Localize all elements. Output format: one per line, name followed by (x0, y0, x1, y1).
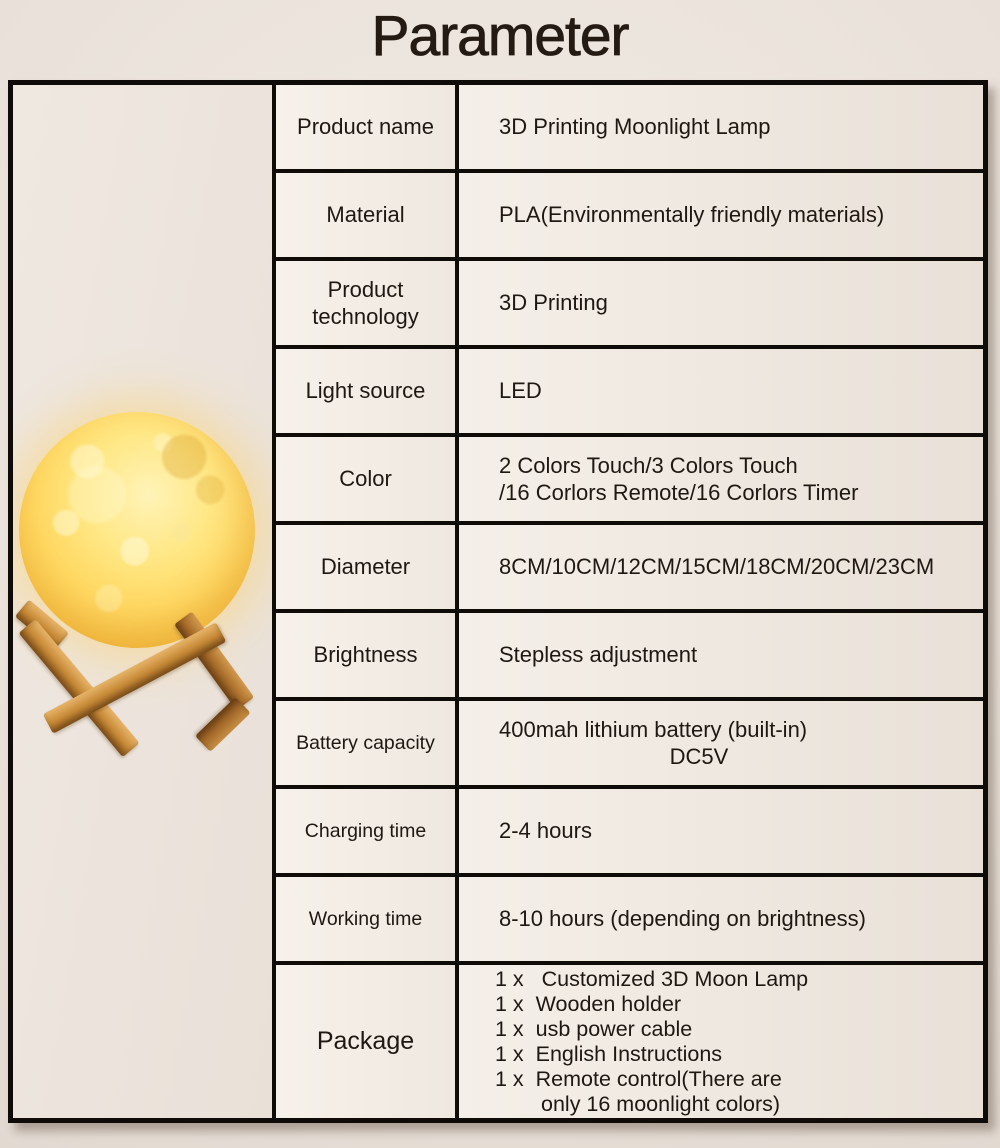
value-line: 2-4 hours (499, 818, 592, 844)
row-value (459, 525, 983, 609)
row-value (459, 965, 983, 1118)
value-line: /16 Corlors Remote/16 Corlors Timer (499, 479, 859, 505)
row-value (459, 437, 983, 521)
moon-sphere (19, 412, 255, 648)
row-value (459, 349, 983, 433)
row-label: Battery capacity (276, 701, 459, 785)
row-value (459, 701, 983, 785)
table-row (276, 173, 983, 261)
row-value (459, 261, 983, 345)
product-image-cell (13, 85, 276, 1118)
table-row (276, 525, 983, 613)
value-line: 2 Colors Touch/3 Colors Touch (499, 452, 798, 478)
value-line: DC5V (669, 743, 729, 769)
table-row (276, 789, 983, 877)
table-row (276, 437, 983, 525)
value-line: PLA(Environmentally friendly materials) (499, 202, 885, 228)
row-label: Light source (276, 349, 459, 433)
value-line: Stepless adjustment (499, 642, 698, 668)
row-label: Color (276, 437, 459, 521)
row-label: Charging time (276, 789, 459, 873)
value-line: 1 x Remote control(There are (495, 1067, 782, 1092)
table-row (276, 965, 983, 1118)
table-row (276, 261, 983, 349)
page-title: Parameter (371, 4, 629, 68)
value-line: 3D Printing (499, 290, 608, 316)
value-line: 1 x Customized 3D Moon Lamp (495, 966, 809, 991)
table-row (276, 349, 983, 437)
row-label: Product technology (276, 261, 459, 345)
row-label: Material (276, 173, 459, 257)
row-label: Product name (276, 85, 459, 169)
row-label: Brightness (276, 613, 459, 697)
row-value (459, 85, 983, 169)
row-value (459, 173, 983, 257)
table-row (276, 613, 983, 701)
row-label: Diameter (276, 525, 459, 609)
row-value (459, 613, 983, 697)
row-label: Working time (276, 877, 459, 961)
value-line: 8-10 hours (depending on brightness) (499, 906, 866, 932)
spec-rows (276, 85, 983, 1118)
wooden-stand-leg (195, 697, 251, 752)
row-label: Package (276, 965, 459, 1118)
value-line: 1 x Wooden holder (495, 991, 682, 1016)
row-value (459, 789, 983, 873)
table-row (276, 701, 983, 789)
value-line: 1 x usb power cable (495, 1016, 693, 1041)
row-value (459, 877, 983, 961)
value-line: 1 x English Instructions (495, 1042, 723, 1066)
value-line: 400mah lithium battery (built-in) (499, 716, 808, 742)
value-line: LED (499, 378, 542, 404)
value-line: 8CM/10CM/12CM/15CM/18CM/20CM/23CM (499, 554, 935, 580)
table-row (276, 85, 983, 173)
value-line: 3D Printing Moonlight Lamp (499, 114, 771, 140)
table-row (276, 877, 983, 965)
parameter-table (8, 80, 988, 1123)
value-line: only 16 moonlight colors) (541, 1092, 781, 1117)
